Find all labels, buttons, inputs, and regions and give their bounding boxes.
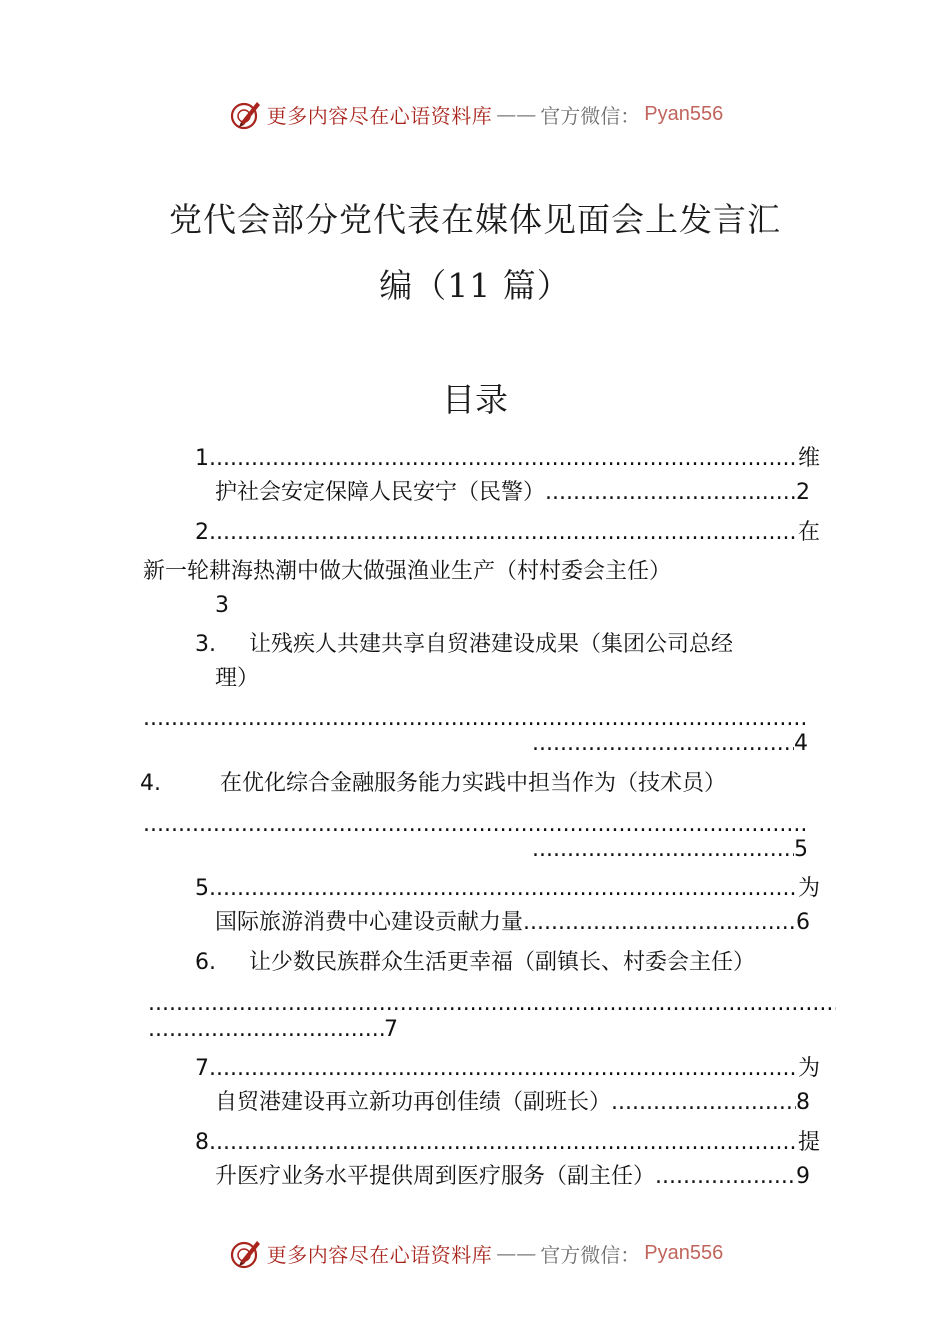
pen-logo-icon [227,96,263,132]
toc-entry-title-start: 维 [797,446,820,471]
toc-heading: 目录 [442,380,508,419]
toc-entry-2-title: 新一轮耕海热潮中做大做强渔业生产（村村委会主任） [143,559,672,584]
toc-leader [216,1128,798,1158]
toc-entry-title-start: 为 [797,1056,820,1081]
toc-entry-3-number: 3. [195,632,216,657]
toc-leader [216,444,798,474]
watermark-content [227,1235,723,1271]
toc-entry-1-cont[interactable] [215,478,810,508]
document-title-line2: 编（11 篇） [379,266,571,305]
watermark-separator: —— [496,1241,537,1265]
pen-logo-icon [227,1235,263,1271]
toc-entry-8-cont[interactable] [215,1162,810,1192]
toc-entry-title-start: 提 [797,1130,820,1155]
toc-entry-2[interactable] [195,518,820,548]
watermark-wechat-id: Pyan556 [644,102,724,125]
toc-leader [545,478,796,508]
toc-entry-page: 2 [796,480,810,505]
document-title-line1: 党代会部分党代表在媒体见面会上发言汇 [169,200,781,239]
toc-entry-6-page-line [148,1015,398,1045]
toc-entry-4-title[interactable]: 在优化综合金融服务能力实践中担当作为（技术员） [220,771,727,796]
toc-leader [532,729,794,759]
toc-entry-number: 2. [195,520,216,545]
watermark-content [227,96,723,132]
watermark-text: 更多内容尽在心语资料库 [266,1242,493,1267]
toc-entry-page: 7 [384,1017,398,1042]
watermark-label: 官方微信： [540,103,641,128]
toc-leader [216,874,798,904]
toc-entry-3-page-line [532,729,808,759]
watermark-separator: —— [496,102,537,126]
toc-entry-title: 国际旅游消费中心建设贡献力量 [215,910,524,935]
toc-entry-page: 9 [796,1164,810,1189]
toc-leader [523,908,796,938]
toc-entry-6-title[interactable]: 让少数民族群众生活更幸福（副镇长、村委会主任） [249,950,756,975]
watermark-label: 官方微信： [540,1242,641,1267]
toc-leader [148,1015,384,1045]
toc-entry-3-title[interactable]: 让残疾人共建共享自贸港建设成果（集团公司总经 [249,632,734,657]
footer-watermark [0,1233,950,1273]
toc-entry-page: 5 [794,837,808,862]
toc-entry-title: 升医疗业务水平提供周到医疗服务（副主任） [215,1164,656,1189]
toc-entry-8[interactable] [195,1128,820,1158]
toc-entry-3-title-cont: 理） [215,666,260,691]
watermark-text: 更多内容尽在心语资料库 [266,103,493,128]
toc-entry-6-number: 6. [195,950,216,975]
toc-entry-page: 4 [794,731,808,756]
toc-leader [611,1088,796,1118]
header-watermark [0,94,950,134]
toc-entry-4-page-line [532,835,808,865]
toc-entry-2-page: 3 [215,593,229,618]
toc-entry-7[interactable] [195,1054,820,1084]
toc-entry-4-number: 4. [140,771,161,796]
toc-entry-page: 8 [796,1090,810,1115]
toc-entry-1[interactable] [195,444,820,474]
toc-leader [655,1162,796,1192]
toc-entry-number: 5. [195,876,216,901]
toc-leader [532,835,794,865]
toc-leader [216,1054,798,1084]
toc-entry-7-cont[interactable] [215,1088,810,1118]
toc-entry-title: 护社会安定保障人民安宁（民警） [215,480,546,505]
toc-entry-number: 1. [195,446,216,471]
toc-entry-5[interactable] [195,874,820,904]
toc-entry-title-start: 为 [797,876,820,901]
toc-entry-title-start: 在 [797,520,820,545]
watermark-wechat-id: Pyan556 [644,1241,724,1264]
toc-entry-5-cont[interactable] [215,908,810,938]
toc-entry-title: 自贸港建设再立新功再创佳绩（副班长） [215,1090,612,1115]
toc-entry-number: 7. [195,1056,216,1081]
toc-leader [216,518,798,548]
toc-entry-number: 8. [195,1130,216,1155]
toc-entry-page: 6 [796,910,810,935]
